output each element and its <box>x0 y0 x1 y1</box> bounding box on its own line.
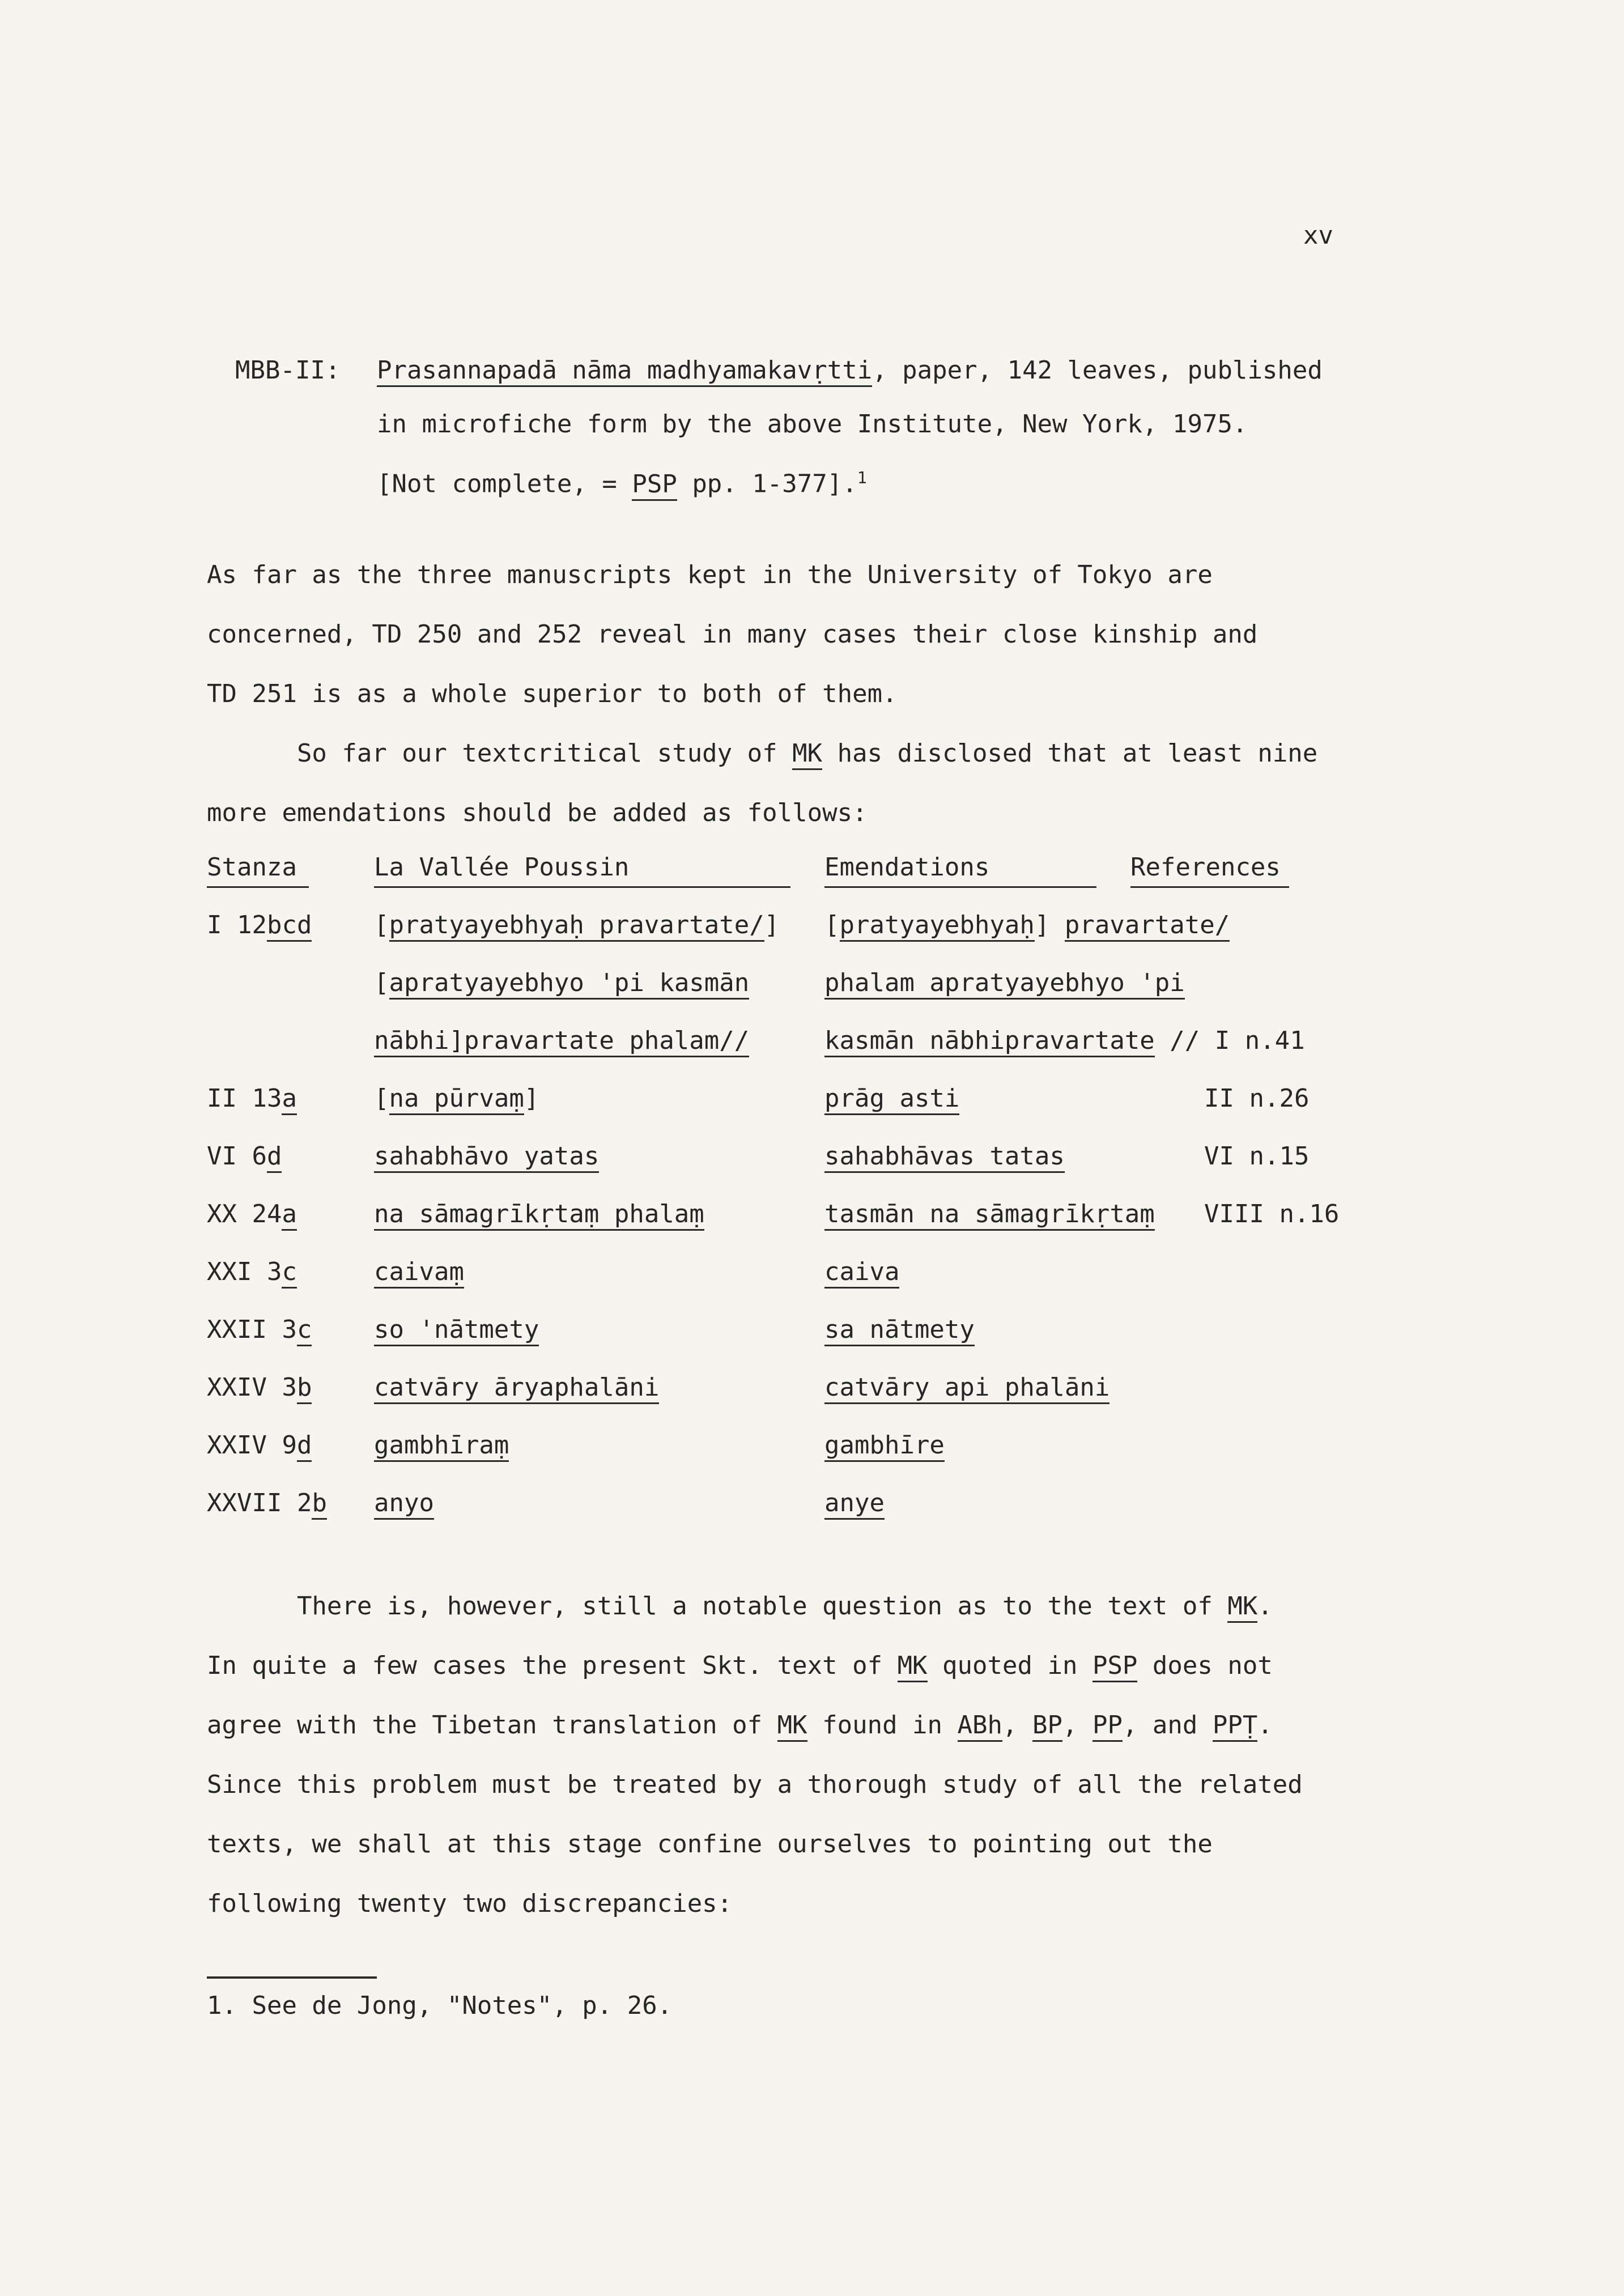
cell-lvp <box>374 968 749 997</box>
cell-lvp <box>374 1315 539 1344</box>
text-run: ] <box>1034 911 1065 939</box>
footnote-text: 1. See de Jong, "Notes", p. 26. <box>207 1991 673 2020</box>
cell-stanza <box>207 1142 282 1171</box>
text-run: quoted in <box>927 1651 1092 1680</box>
underlined-text: MK <box>792 739 822 770</box>
underlined-text: pratyayebhyaḥ <box>840 911 1035 942</box>
text-run: // I n.41 <box>1154 1026 1305 1055</box>
underlined-text: PSP <box>632 470 677 501</box>
underlined-text: pratyayebhyaḥ pravartate/ <box>389 911 764 942</box>
text-run: XXIV 3 <box>207 1373 297 1402</box>
cell-lvp <box>374 1084 539 1113</box>
cell-emend <box>824 1489 885 1517</box>
text-run: XXIV 9 <box>207 1431 297 1460</box>
text-run: [ <box>374 968 389 997</box>
underlined-text: sahabhāvo yatas <box>374 1142 599 1173</box>
underlined-text: catvāry api phalāni <box>824 1373 1109 1404</box>
paragraph-study <box>207 724 1487 843</box>
underlined-text: gambhīre <box>824 1431 945 1462</box>
text-run: , <box>1062 1711 1092 1740</box>
table-row-line <box>207 1243 1510 1301</box>
cell-emend <box>824 911 1230 939</box>
text-run: found in <box>807 1711 958 1740</box>
underlined-text: PSP <box>1092 1651 1137 1682</box>
text-run: ] <box>764 911 780 939</box>
text-run: XXI 3 <box>207 1257 282 1286</box>
cell-stanza <box>207 1257 297 1286</box>
page-number: xv <box>1303 221 1333 250</box>
underlined-text: d <box>267 1142 282 1173</box>
table-row-line <box>207 1012 1510 1070</box>
underlined-text: PP <box>1092 1711 1123 1742</box>
text-line <box>207 1874 1487 1933</box>
cell-emend <box>824 1431 945 1460</box>
cell-lvp <box>374 1373 659 1402</box>
table-row-line <box>207 1070 1510 1128</box>
emendations-table <box>207 839 1510 1532</box>
underlined-text: c <box>282 1257 297 1289</box>
cell-emend <box>824 1257 899 1286</box>
table-header-ref: References <box>1130 853 1289 888</box>
text-line <box>207 1695 1487 1755</box>
footnote <box>207 1976 672 2023</box>
underlined-text: BP <box>1032 1711 1062 1742</box>
underlined-text: sahabhāvas tatas <box>824 1142 1065 1173</box>
text-run: XX 24 <box>207 1200 282 1228</box>
underlined-text: Prasannapadā nāma madhyamakavṛtti <box>377 356 872 387</box>
text-run: VI n.15 <box>1204 1142 1310 1171</box>
text-run: So far our textcritical study of <box>207 739 793 768</box>
text-run: agree with the Tibetan translation of <box>207 1711 777 1740</box>
cell-ref <box>1204 1084 1309 1113</box>
underlined-text: caiva <box>824 1257 899 1289</box>
text-run: in microfiche form by the above Institute, New York, 1975. <box>377 410 1248 439</box>
cell-emend <box>824 1142 1065 1171</box>
underlined-text: PPṬ <box>1213 1711 1257 1742</box>
text-line <box>207 1636 1487 1695</box>
cell-lvp <box>374 1026 749 1055</box>
text-line <box>207 1755 1487 1814</box>
text-run: VIII n.16 <box>1204 1200 1340 1228</box>
text-line <box>207 724 1487 783</box>
underlined-text: prāg asti <box>824 1084 959 1115</box>
text-run: As far as the three manuscripts kept in the University of Tokyo are <box>207 560 1213 589</box>
text-run: XXVII 2 <box>207 1489 312 1517</box>
text-line <box>377 343 1323 397</box>
table-row-line <box>207 954 1510 1012</box>
underlined-text: b <box>312 1489 327 1520</box>
text-run: pp. 1-377]. <box>677 469 857 499</box>
cell-stanza <box>207 1200 297 1228</box>
text-run: II 13 <box>207 1084 282 1113</box>
cell-lvp <box>374 1200 704 1228</box>
text-run: [ <box>374 911 389 939</box>
text-run: VI 6 <box>207 1142 267 1171</box>
text-run: Since this problem must be treated by a thorough study of all the related <box>207 1770 1303 1799</box>
underlined-text: nābhi]pravartate phalam// <box>374 1026 749 1057</box>
underlined-text: ABh <box>958 1711 1002 1742</box>
text-line <box>207 1576 1487 1636</box>
underlined-text: MK <box>777 1711 807 1742</box>
underlined-text: anye <box>824 1489 885 1520</box>
underlined-text: kasmān nābhipravartate <box>824 1026 1155 1057</box>
text-line <box>207 545 1487 605</box>
underlined-text: phalam apratyayebhyo 'pi <box>824 968 1185 1000</box>
bibliography-entry <box>235 343 1323 511</box>
paragraph-discrepancies <box>207 1576 1487 1933</box>
text-run: XXII 3 <box>207 1315 297 1344</box>
underlined-text: MK <box>898 1651 928 1682</box>
table-row-line <box>207 1301 1510 1359</box>
cell-emend <box>824 1373 1109 1402</box>
text-line <box>207 783 1487 843</box>
text-run: . <box>1257 1592 1273 1621</box>
text-run: texts, we shall at this stage confine ourselves to pointing out the <box>207 1830 1213 1859</box>
cell-stanza <box>207 911 312 939</box>
table-row-line <box>207 1417 1510 1474</box>
text-run: [ <box>824 911 840 939</box>
text-run: ] <box>524 1084 539 1113</box>
cell-stanza <box>207 1315 312 1344</box>
text-run: I 12 <box>207 911 267 939</box>
text-run: concerned, TD 250 and 252 reveal in many cases their close kinship and <box>207 620 1258 649</box>
table-header-lvp: La Vallée Poussin <box>374 853 790 888</box>
underlined-text: gambhīraṃ <box>374 1431 509 1462</box>
table-header-row <box>207 839 1510 896</box>
text-run: II n.26 <box>1204 1084 1310 1113</box>
text-run: There is, however, still a notable question as to the text of <box>207 1592 1228 1621</box>
text-run: , <box>1002 1711 1032 1740</box>
table-row-line <box>207 1185 1510 1243</box>
text-run: following twenty two discrepancies: <box>207 1889 733 1918</box>
underlined-text: na pūrvaṃ <box>389 1084 524 1115</box>
cell-stanza <box>207 1489 327 1517</box>
cell-emend <box>824 1084 959 1113</box>
underlined-text: a <box>282 1084 297 1115</box>
underlined-text: apratyayebhyo 'pi kasmān <box>389 968 750 1000</box>
cell-ref <box>1204 1200 1339 1228</box>
cell-stanza <box>207 1084 297 1113</box>
underlined-text: c <box>297 1315 312 1346</box>
entry-lines <box>377 343 1323 511</box>
text-run: [Not complete, = <box>377 469 632 499</box>
text-run: , and <box>1122 1711 1213 1740</box>
text-run: . <box>1257 1711 1273 1740</box>
table-row-line <box>207 896 1510 954</box>
cell-lvp <box>374 1489 434 1517</box>
text-line <box>207 605 1487 664</box>
table-row-line <box>207 1359 1510 1417</box>
entry-label: MBB-II: <box>235 356 341 385</box>
cell-stanza <box>207 1431 312 1460</box>
underlined-text: pravartate/ <box>1065 911 1230 942</box>
cell-stanza <box>207 1373 312 1402</box>
cell-ref <box>1204 1142 1309 1171</box>
text-run: has disclosed that at least nine <box>822 739 1318 768</box>
underlined-text: a <box>282 1200 297 1231</box>
cell-emend <box>824 1026 1305 1055</box>
cell-emend <box>824 1315 975 1344</box>
underlined-text: bcd <box>267 911 312 942</box>
underlined-text: d <box>297 1431 312 1462</box>
cell-emend <box>824 1200 1155 1228</box>
cell-emend <box>824 968 1185 997</box>
underlined-text: na sāmagrīkṛtaṃ phalaṃ <box>374 1200 704 1231</box>
underlined-text: sa nātmety <box>824 1315 975 1346</box>
paragraph-manuscripts <box>207 545 1487 724</box>
text-run: more emendations should be added as follows: <box>207 798 868 827</box>
text-run: In quite a few cases the present Skt. text of <box>207 1651 898 1680</box>
text-line <box>207 664 1487 724</box>
cell-lvp <box>374 1257 464 1286</box>
underlined-text: caivaṃ <box>374 1257 464 1289</box>
text-line <box>377 451 1323 511</box>
cell-lvp <box>374 911 779 939</box>
table-row-line <box>207 1128 1510 1185</box>
table-header-emend: Emendations <box>824 853 1096 888</box>
table-header-stanza: Stanza <box>207 853 309 888</box>
text-run: 1 <box>857 468 867 487</box>
underlined-text: b <box>297 1373 312 1404</box>
text-line <box>207 1814 1487 1874</box>
underlined-text: so 'nātmety <box>374 1315 539 1346</box>
footnote-rule <box>207 1976 377 1979</box>
table-row-line <box>207 1474 1510 1532</box>
text-run: does not <box>1137 1651 1273 1680</box>
underlined-text: tasmān na sāmagrīkṛtaṃ <box>824 1200 1155 1231</box>
underlined-text: catvāry āryaphalāni <box>374 1373 659 1404</box>
text-run: [ <box>374 1084 389 1113</box>
cell-lvp <box>374 1142 599 1171</box>
underlined-text: MK <box>1227 1592 1257 1623</box>
text-run: , paper, 142 leaves, published <box>872 356 1323 385</box>
cell-lvp <box>374 1431 509 1460</box>
text-line <box>377 397 1323 451</box>
text-run: TD 251 is as a whole superior to both of them. <box>207 679 898 708</box>
underlined-text: anyo <box>374 1489 434 1520</box>
